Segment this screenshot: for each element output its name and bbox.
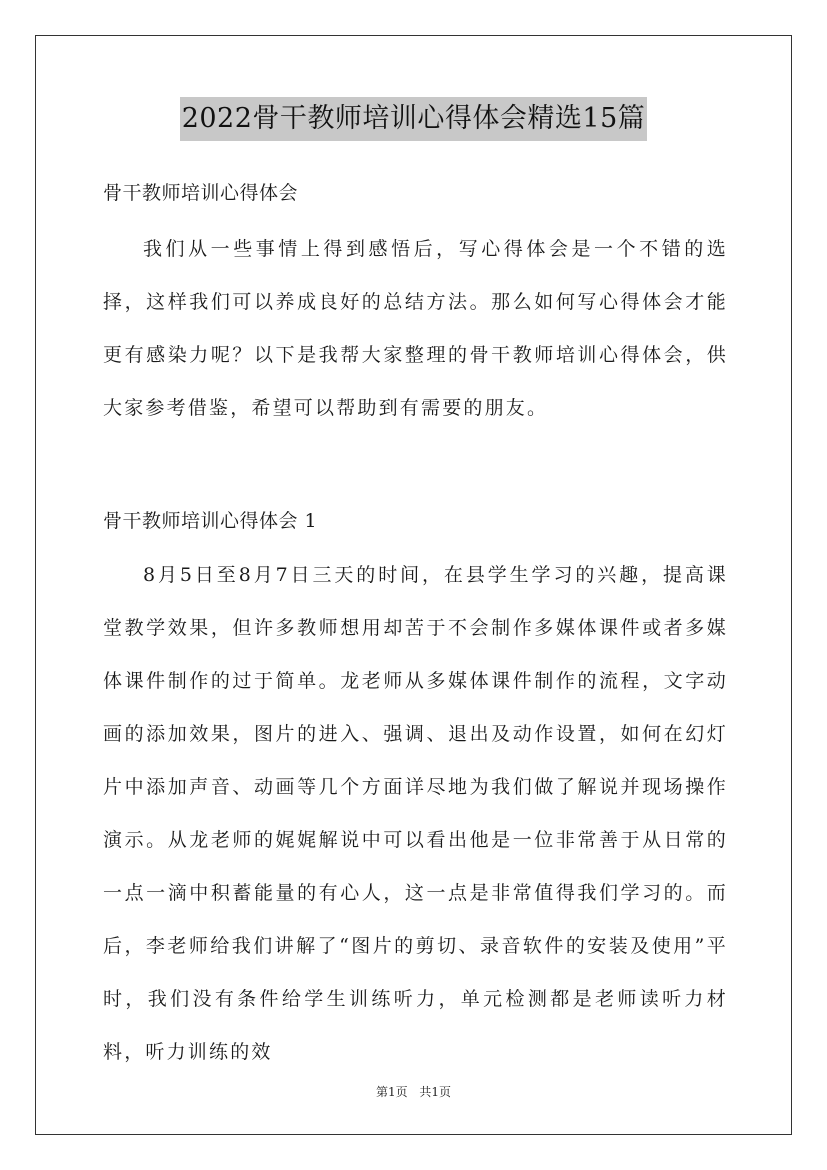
document-title: 2022骨干教师培训心得体会精选15篇 bbox=[180, 97, 648, 141]
title-container bbox=[0, 97, 827, 141]
intro-paragraph: 我们从一些事情上得到感悟后，写心得体会是一个不错的选择，这样我们可以养成良好的总结方法。那么如何写心得体会才能更有感染力呢？以下是我帮大家整理的骨干教师培训心得体会，供大家参考借鉴，希望可以帮助到有需要的朋友。 bbox=[103, 238, 728, 419]
section-1-heading: 骨干教师培训心得体会 1 bbox=[103, 510, 318, 532]
page-footer bbox=[0, 1083, 827, 1100]
page-number-current: 第1页 bbox=[375, 1085, 408, 1099]
page-number-total: 共1页 bbox=[419, 1085, 452, 1099]
section-1-paragraph: 8月5日至8月7日三天的时间，在县学生学习的兴趣，提高课堂教学效果，但许多教师想用却苦于不会制作多媒体课件或者多媒体课件制作的过于简单。龙老师从多媒体课件制作的流程，文字动画的添加效果，图片的进入、强调、退出及动作设置，如何在幻灯片中添加声音、动画等几个方面详尽地为我们做了解说并现场操作演示。从龙老师的娓娓解说中可以看出他是一位非常善于从日常的一点一滴中积蓄能量的有心人，这一点是非常值得我们学习的。而后，李老师给我们讲解了“图片的剪切、录音软件的安装及使用”平时，我们没有条件给学生训练听力，单元检测都是老师读听力材料，听力训练的效 bbox=[103, 564, 728, 1063]
subtitle-heading: 骨干教师培训心得体会 bbox=[103, 182, 299, 204]
